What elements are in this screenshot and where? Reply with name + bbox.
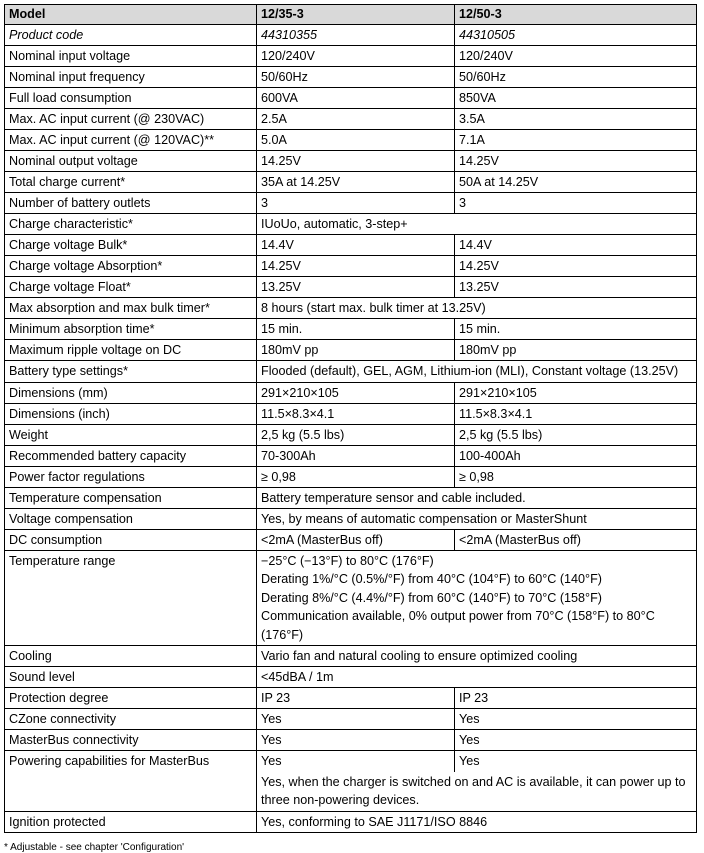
row-label: Max. AC input current (@ 230VAC) [5,109,257,130]
cell-merged: Flooded (default), GEL, AGM, Lithium-ion (MLI), Constant voltage (13.25V) [257,361,697,383]
cell-col1: Yes [257,709,455,730]
cell-col1: 5.0A [257,130,455,151]
cell-col1: 14.25V [257,151,455,172]
cell-col2: 14.4V [455,235,697,256]
temp-range-line: Derating 8%/°C (4.4%/°F) from 60°C (140°F) to 70°C (158°F) [261,590,602,605]
table-row [5,214,697,235]
table-row [5,361,697,383]
row-label: Max. AC input current (@ 120VAC)** [5,130,257,151]
row-label: Temperature range [5,550,257,646]
row-label: Ignition protected [5,811,257,832]
cell-col1: 15 min. [257,319,455,340]
table-row [5,88,697,109]
table-row [5,46,697,67]
row-label: Nominal input frequency [5,67,257,88]
specifications-table [4,4,697,833]
cell-col2: 44310505 [455,25,697,46]
table-row [5,25,697,46]
table-row [5,550,697,646]
cell-col1: 180mV pp [257,340,455,361]
cell-col2: 3 [455,193,697,214]
row-label: Maximum ripple voltage on DC [5,340,257,361]
cell-col2: 13.25V [455,277,697,298]
table-row [5,382,697,403]
row-label: MasterBus connectivity [5,730,257,751]
table-row [5,130,697,151]
row-label: Charge voltage Absorption* [5,256,257,277]
model-col2-header: 12/50-3 [455,5,697,25]
table-row [5,172,697,193]
cell-col1: 50/60Hz [257,67,455,88]
cell-col1: <2mA (MasterBus off) [257,529,455,550]
row-label: Minimum absorption time* [5,319,257,340]
row-label: Full load consumption [5,88,257,109]
cell-merged: Vario fan and natural cooling to ensure optimized cooling [257,646,697,667]
table-row [5,688,697,709]
cell-col2: 850VA [455,88,697,109]
row-label: CZone connectivity [5,709,257,730]
cell-col2: 14.25V [455,256,697,277]
row-label: Powering capabilities for MasterBus [5,751,257,812]
table-row [5,667,697,688]
table-row [5,466,697,487]
row-label: Voltage compensation [5,508,257,529]
cell-col2: Yes [455,751,697,772]
header-row [5,5,697,25]
cell-col2: 50A at 14.25V [455,172,697,193]
cell-col1: 2,5 kg (5.5 lbs) [257,424,455,445]
cell-col2: 120/240V [455,46,697,67]
row-label: Nominal output voltage [5,151,257,172]
cell-col2: ≥ 0,98 [455,466,697,487]
table-row [5,445,697,466]
cell-col2: IP 23 [455,688,697,709]
cell-col1: 14.4V [257,235,455,256]
row-label: Cooling [5,646,257,667]
row-label: Power factor regulations [5,466,257,487]
table-row [5,235,697,256]
cell-col2: 100-400Ah [455,445,697,466]
model-header: Model [5,5,257,25]
table-row [5,319,697,340]
row-label: Battery type settings* [5,361,257,383]
row-label: Dimensions (mm) [5,382,257,403]
cell-col2: 50/60Hz [455,67,697,88]
cell-col1: Yes [257,751,455,772]
model-col1-header: 12/35-3 [257,5,455,25]
row-label: Weight [5,424,257,445]
cell-col2: Yes [455,709,697,730]
table-row [5,193,697,214]
cell-merged: Yes, by means of automatic compensation or MasterShunt [257,508,697,529]
row-label: Dimensions (inch) [5,403,257,424]
table-row [5,508,697,529]
table-row [5,709,697,730]
table-row [5,730,697,751]
cell-merged [257,550,697,646]
cell-col2: 7.1A [455,130,697,151]
row-label: Charge voltage Float* [5,277,257,298]
temp-range-line: Derating 1%/°C (0.5%/°F) from 40°C (104°F) to 60°C (140°F) [261,572,602,586]
cell-col1: 600VA [257,88,455,109]
row-label: Number of battery outlets [5,193,257,214]
cell-col1: Yes [257,730,455,751]
row-label: Charge voltage Bulk* [5,235,257,256]
table-row [5,424,697,445]
cell-merged: 8 hours (start max. bulk timer at 13.25V) [257,298,697,319]
cell-col1: 44310355 [257,25,455,46]
cell-col1: 11.5×8.3×4.1 [257,403,455,424]
table-row [5,646,697,667]
cell-col2: <2mA (MasterBus off) [455,529,697,550]
row-label: Product code [5,25,257,46]
table-row [5,811,697,832]
row-label: Protection degree [5,688,257,709]
table-row [5,487,697,508]
table-row [5,109,697,130]
cell-col1: ≥ 0,98 [257,466,455,487]
cell-col1: 13.25V [257,277,455,298]
row-label: DC consumption [5,529,257,550]
table-row [5,403,697,424]
cell-merged: <45dBA / 1m [257,667,697,688]
cell-merged: IUoUo, automatic, 3-step+ [257,214,697,235]
temp-range-line: −25°C (−13°F) to 80°C (176°F) [261,553,434,568]
table-row [5,277,697,298]
cell-col2: 11.5×8.3×4.1 [455,403,697,424]
cell-col1: IP 23 [257,688,455,709]
cell-col1: 291×210×105 [257,382,455,403]
row-label: Total charge current* [5,172,257,193]
row-label: Recommended battery capacity [5,445,257,466]
row-label: Charge characteristic* [5,214,257,235]
row-label: Nominal input voltage [5,46,257,67]
footnote: * Adjustable - see chapter 'Configuration' [4,842,185,853]
cell-col1: 14.25V [257,256,455,277]
powering-note: Yes, when the charger is switched on and AC is available, it can power up to three non-powering devices. [257,772,697,812]
table-row [5,256,697,277]
table-row [5,340,697,361]
cell-col1: 120/240V [257,46,455,67]
table-row [5,751,697,772]
cell-col1: 2.5A [257,109,455,130]
cell-col2: 15 min. [455,319,697,340]
temp-range-line: Communication available, 0% output power from 70°C (158°F) to 80°C (176°F) [261,609,655,642]
cell-col2: Yes [455,730,697,751]
table-row [5,151,697,172]
table-row [5,529,697,550]
table-row [5,298,697,319]
cell-col1: 70-300Ah [257,445,455,466]
cell-col2: 3.5A [455,109,697,130]
row-label: Max absorption and max bulk timer* [5,298,257,319]
cell-col2: 14.25V [455,151,697,172]
cell-col1: 3 [257,193,455,214]
row-label: Sound level [5,667,257,688]
cell-col1: 35A at 14.25V [257,172,455,193]
cell-col2: 291×210×105 [455,382,697,403]
cell-merged: Yes, conforming to SAE J1171/ISO 8846 [257,811,697,832]
cell-col2: 180mV pp [455,340,697,361]
table-row [5,67,697,88]
cell-merged: Battery temperature sensor and cable included. [257,487,697,508]
cell-col2: 2,5 kg (5.5 lbs) [455,424,697,445]
row-label: Temperature compensation [5,487,257,508]
